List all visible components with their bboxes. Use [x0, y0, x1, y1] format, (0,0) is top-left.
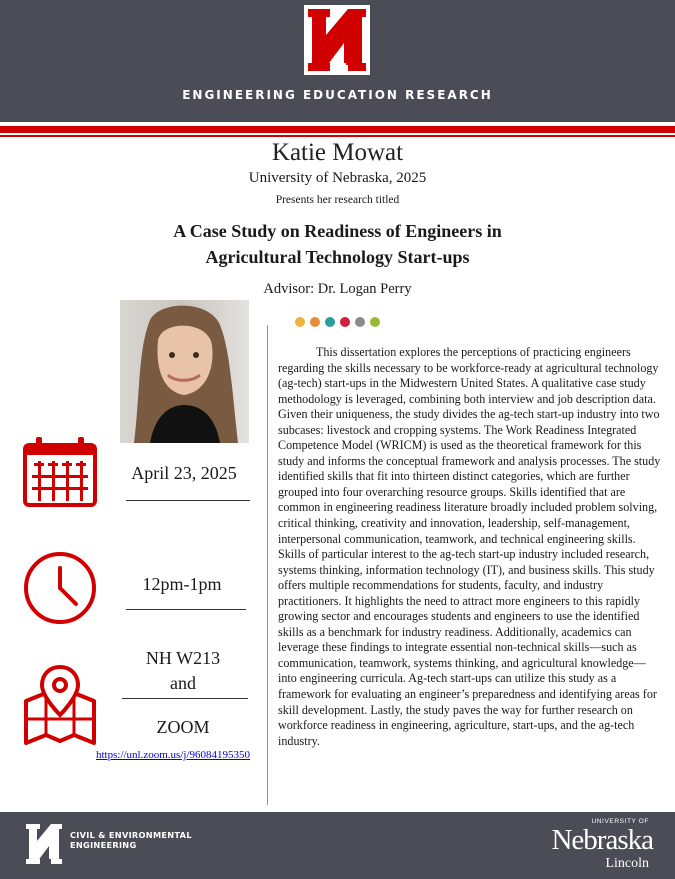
clock-icon [22, 550, 98, 626]
footer-department [70, 830, 192, 850]
unl-top: UNIVERSITY OF [591, 818, 649, 825]
location-rule [122, 698, 248, 699]
unl-main: Nebraska [551, 824, 653, 856]
abstract-body: This dissertation explores the perceptions of practicing engineers regarding the skills necessary to be workforce-ready at agricultural technology (ag-tech) start-ups in the Midwestern United States. A qualitative case study methodology is leveraged, combining both interview and job description data. Given their uniqueness, the study divides the ag-tech start-up industry into two subcases: livestock and cropping systems. The Work Readiness Integrated Competence Model (WRICM) is used as the theoretical framework for this study and informs the conceptual framework and analysis processes. The study identified skills that fit into thirteen distinct categories, which are further grouped into four overarching resource groups. Skills identified that are common in engineering readiness literature broadly included problem solving, critical thinking, creativity and innovation, leadership, self-management, interpersonal communication, teamwork, and technical engineering skills. Skills of particular interest to the ag-tech start-up industry included research, systems thinking, information technology (IT), and business skills. This study offers multiple recommendations for students, faculty, and industry practitioners. It highlights the need to attract more engineers to this rapidly growing sector and encourages students and engineers to use the identified skills as a benchmark for industry readiness. Additionally, academics can leverage these findings to integrate essential non-technical skills—such as communication, teamwork, systems thinking, and agricultural knowledge—into engineering curricula. Ag-tech start-ups can utilize this study as a framework for evaluating an engineer’s preparedness and identifying areas for skill development. Lastly, the study paves the way for further research on workforce readiness in engineering, agriculture, start-ups, and the ag-tech industry. [278, 345, 661, 748]
location-and: and [170, 673, 196, 693]
footer-dept-line1: CIVIL & ENVIRONMENTAL [70, 830, 192, 840]
research-title [0, 218, 675, 270]
unl-bottom: Lincoln [605, 856, 649, 871]
header-title: ENGINEERING EDUCATION RESEARCH [182, 88, 493, 102]
nebraska-n-logo-icon [304, 5, 370, 75]
vertical-divider [267, 325, 268, 805]
decorative-dot-3 [325, 317, 335, 327]
presenter-photo [120, 300, 249, 443]
decorative-dot-2 [310, 317, 320, 327]
time-rule [126, 609, 246, 610]
unl-wordmark [535, 818, 653, 874]
red-divider-thin [0, 135, 675, 137]
location-zoom: ZOOM [156, 717, 210, 737]
header-banner [0, 0, 675, 122]
footer-dept-line2: ENGINEERING [70, 840, 137, 850]
research-title-line2: Agricultural Technology Start-ups [205, 247, 470, 267]
advisor: Advisor: Dr. Logan Perry [263, 281, 412, 297]
presenter-university: University of Nebraska, 2025 [248, 170, 427, 186]
calendar-icon [22, 435, 98, 509]
decorative-dots [295, 317, 380, 327]
event-time: 12pm-1pm [142, 574, 222, 594]
location-room: NH W213 [145, 648, 221, 668]
abstract-text [278, 345, 663, 749]
decorative-dot-1 [295, 317, 305, 327]
presenter-name: Katie Mowat [271, 139, 404, 166]
map-pin-icon [22, 663, 98, 745]
decorative-dot-4 [340, 317, 350, 327]
footer-n-logo-icon [24, 822, 64, 866]
research-title-line1: A Case Study on Readiness of Engineers in [173, 221, 502, 241]
decorative-dot-5 [355, 317, 365, 327]
red-divider [0, 126, 675, 133]
footer [0, 812, 675, 879]
decorative-dot-6 [370, 317, 380, 327]
presents-text: Presents her research titled [275, 194, 400, 206]
event-date: April 23, 2025 [131, 463, 237, 483]
zoom-link[interactable]: https://unl.zoom.us/j/96084195350 [96, 749, 251, 761]
date-rule [126, 500, 250, 501]
